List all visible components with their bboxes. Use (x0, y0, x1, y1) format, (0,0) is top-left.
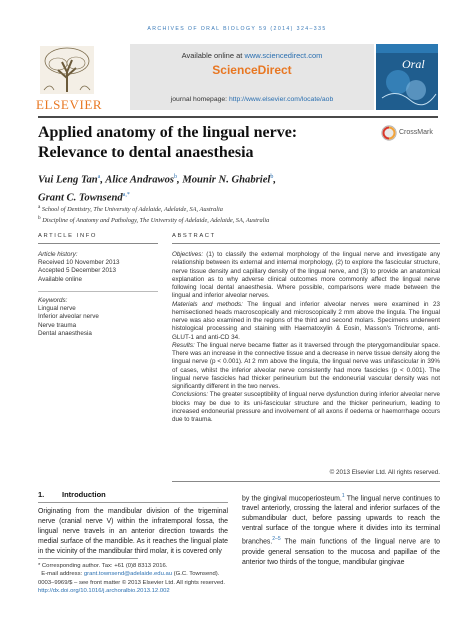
email-link[interactable]: grant.townsend@adelaide.edu.au (83, 571, 173, 578)
journal-banner (38, 44, 438, 114)
corresponding-author-note: * Corresponding author. Tax: +61 (0)8 8313 2016. (38, 563, 168, 569)
homepage-prefix: journal homepage: (170, 96, 229, 103)
keywords (38, 297, 158, 338)
abstract-body (172, 251, 440, 424)
publisher-wordmark: ELSEVIER (36, 97, 103, 112)
abstract-conclusions: Conclusions: The greater susceptibility of lingual nerve dysfunction during inferior alveolar nerve blocks may be due to its uni-fascicular structure and the thicker perineurium, leading to increased endoneurial pressure and involvement of all axons if oedema or haemorrhage occurs due to trauma. (172, 391, 440, 423)
citation-link[interactable]: 2–5 (272, 536, 281, 543)
article-history-label: Article history: (38, 251, 78, 258)
abstract-bottom-rule (172, 481, 440, 482)
intro-right-column: by the gingival mucoperiosteum.$^1$ The lingual nerve continues to travel anteriorly, crossing the lateral and inferior surfaces of the submandibular duct, before passing upwards to reach the ventral surface of the tongue where it divides into its terminal branches.$^{2-5}$ The main functions of the lingual nerve are to provide general sensation to the mucosa and papillae of the anterior two thirds of the tongue, mandibular gingivae (242, 493, 440, 566)
section-rule (38, 502, 228, 503)
abstract-copyright: © 2013 Elsevier Ltd. All rights reserved. (329, 469, 440, 476)
footnote (38, 562, 238, 596)
running-head: ARCHIVES OF ORAL BIOLOGY 59 (2014) 324–335 (147, 26, 327, 32)
crossmark-label: CrossMark (399, 129, 433, 136)
abstract-results: Results: The lingual nerve became flatter as it traversed through the pterygomandibular space. There was an increase in the connective tissue and a decrease in nerve tissue density along the lingual nerve (p < 0.001). At 2 mm above the lingula, the lingual nerve was unifascicular in 39% of cases, whilst the inferior alveolar nerve consistently had more fascicles (p < 0.001). The lingual nerve fascicles had thicker perineurium but the endoneurial vascular density was not significantly different in the two nerves. (172, 341, 440, 390)
affiliations (38, 203, 438, 225)
abstract-heading: ABSTRACT (172, 233, 216, 239)
crossmark-icon (381, 125, 397, 141)
history-item: Available online (38, 275, 82, 283)
header-divider (38, 116, 438, 118)
sciencedirect-box (130, 44, 374, 110)
article-history (38, 251, 158, 284)
keywords-rule (38, 291, 158, 292)
keyword-item: Inferior alveolar nerve (38, 313, 99, 321)
author-list: Vui Leng Tan$^a$, Alice Andrawos$^b$, Mounir N. Ghabriel$^b$, Grant C. Townsend$^{a,*}$ (38, 174, 276, 204)
author-affiliation-mark: a,* (122, 191, 130, 198)
keywords-label: Keywords: (38, 297, 68, 304)
section-number: 1. (38, 490, 45, 499)
history-item: Accepted 5 December 2013 (38, 267, 117, 275)
sciencedirect-wordmark[interactable]: ScienceDirect (212, 63, 292, 77)
journal-cover-thumbnail (376, 44, 438, 110)
article-info-heading: ARTICLE INFO (38, 233, 98, 239)
author-name[interactable]: Vui Leng Tan (38, 174, 98, 186)
author-name[interactable]: Alice Andrawos (105, 174, 175, 186)
abstract-objectives: Objectives: (1) to classify the external morphology of the lingual nerve and investigate any relationship between its external and internal morphology, (2) to explore the fascicular structure, nerve tissue density and capillary density of the lingual nerve, and (3) to provide an anatomical explanation as to why adverse clinical outcomes more commonly affect the lingual nerve following local dental anaesthesia. Where possible, comparisons were made between the lingual and inferior alveolar nerves. (172, 251, 440, 300)
affiliation-item: $^b$ Discipline of Anatomy and Pathology, The University of Adelaide, Adelaide, SA, Australia (38, 215, 270, 225)
journal-homepage-link[interactable]: http://www.elsevier.com/locate/aob (228, 96, 334, 103)
keyword-item: Dental anaesthesia (38, 329, 92, 337)
history-item: Received 10 November 2013 (38, 259, 120, 267)
author-affiliation-mark: b (270, 174, 274, 180)
available-prefix: Available online at (181, 51, 245, 60)
available-online-line (130, 51, 374, 60)
intro-left-column: Originating from the mandibular division of the trigeminal nerve (cranial nerve V) within the infratemporal fossa, the lingual nerve travels in an anterior direction towards the medial surface of the mandible. As it reaches the lingual plate in the vicinity of the mandibular third molar, it is covered only (38, 508, 228, 555)
journal-homepage-line (130, 96, 374, 103)
section-heading (38, 490, 106, 499)
issn-line: 0003–9969/$ – see front matter © 2013 Elsevier Ltd. All rights reserved. (38, 579, 226, 586)
section-title: Introduction (62, 490, 106, 499)
email-line: E-mail address: grant.townsend@adelaide.edu.au (G.C. Townsend). (41, 571, 220, 578)
abstract-methods: Materials and methods: The lingual and inferior alveolar nerves were examined in 23 hemisectioned heads macroscopically and microscopically 2 mm above the lingula. The lingual nerve was also examined in the regions of the third and second molars. Specimens underwent histological processing and staining with Haematoxylin & Eosin, Masson's Trichrome, anti-GLUT-1 and anti-CD 34. (172, 300, 440, 341)
footnote-rule (38, 558, 138, 559)
cover-title: Oral (402, 57, 425, 71)
keyword-item: Lingual nerve (38, 305, 76, 313)
article-title: Applied anatomy of the lingual nerve: Relevance to dental anaesthesia (38, 124, 298, 161)
author-name[interactable]: Mounir N. Ghabriel (182, 174, 271, 186)
crossmark-badge[interactable] (381, 125, 439, 143)
doi-link[interactable]: http://dx.doi.org/10.1016/j.archoralbio.2013.12.002 (38, 588, 170, 595)
journal-cover-art (376, 44, 438, 110)
citation-link[interactable]: 1 (341, 493, 345, 499)
sciencedirect-link[interactable]: www.sciencedirect.com (244, 51, 323, 60)
author-affiliation-mark: a (97, 174, 101, 180)
article-info-rule (38, 243, 158, 244)
author-name[interactable]: Grant C. Townsend (38, 192, 123, 204)
author-affiliation-mark: b (174, 174, 178, 180)
affiliation-item: $^a$ School of Dentistry, The University of Adelaide, Adelaide, SA, Australia (38, 204, 223, 214)
abstract-rule (172, 243, 440, 244)
keyword-item: Nerve trauma (38, 321, 77, 329)
